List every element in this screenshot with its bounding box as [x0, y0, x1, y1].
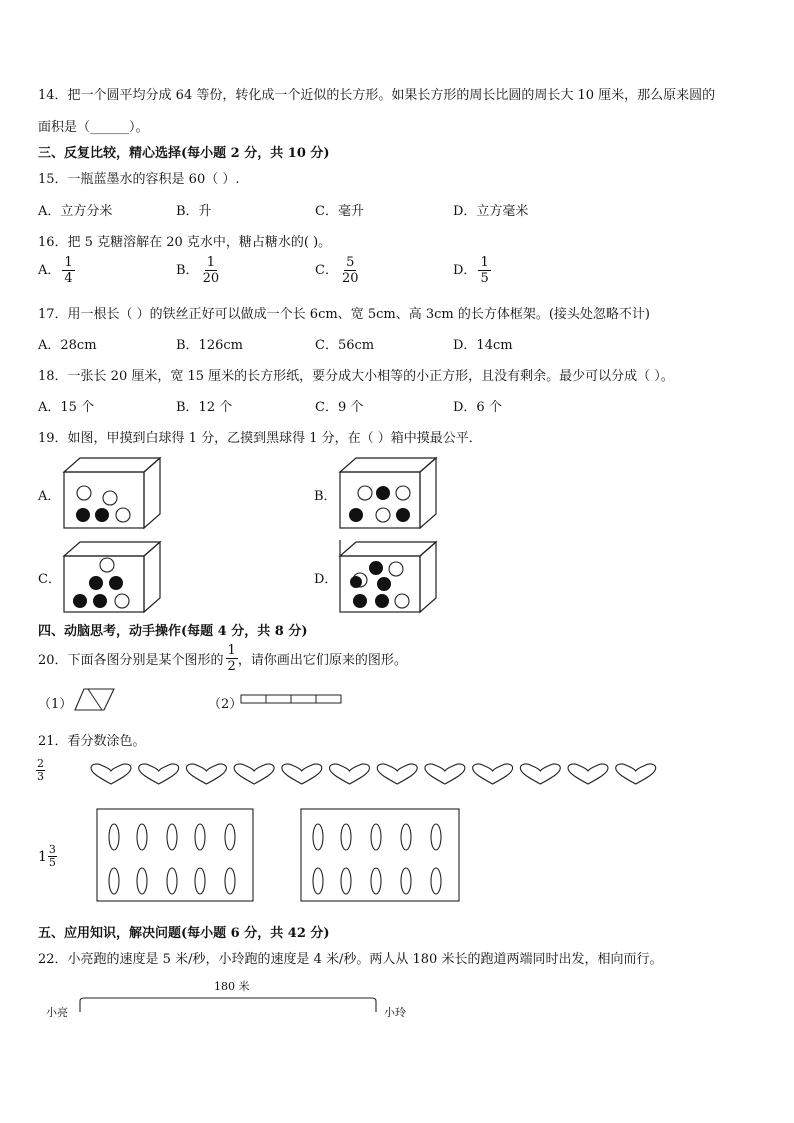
ovals-rectangle-1: [96, 808, 256, 904]
heart-shape: [91, 764, 131, 784]
section-3-title: 三、反复比较，精心选择(每小题 2 分，共 10 分): [38, 146, 330, 161]
strip-half-figure: [240, 694, 344, 706]
heart-shape: [425, 764, 465, 784]
question-16-stem: 16．把 5 克糖溶解在 20 克水中，糖占糖水的( )。: [38, 235, 332, 250]
heart-shape: [234, 764, 274, 784]
question-15-stem: 15．一瓶蓝墨水的容积是 60（ ）.: [38, 172, 240, 187]
mixed-fraction-one-three-fifths: 1 $\frac{3}{5}$: [38, 843, 56, 869]
heart-shape: [330, 764, 370, 784]
question-20-stem: 20．下面各图分别是某个图形的 $\frac{1}{2}$ ，请你画出它们原来的图形。: [38, 643, 407, 674]
heart-shape: [186, 764, 226, 784]
black-ball: [350, 576, 362, 588]
black-ball: [353, 594, 367, 608]
question-17-stem: 17．用一根长（ ）的铁丝正好可以做成一个长 6cm、宽 5cm、高 3cm 的长方体框架。(接头处忽略不计): [38, 307, 650, 322]
q16-option-c: C． $\frac{5}{20}$: [315, 255, 359, 286]
box-c: [62, 540, 162, 615]
white-ball: [376, 508, 390, 522]
q15-option-b: B．升: [176, 204, 212, 219]
heart-shape: [282, 764, 322, 784]
oval: [195, 824, 205, 850]
oval: [137, 868, 147, 894]
white-ball: [77, 486, 91, 500]
heart-shape: [568, 764, 608, 784]
oval: [109, 824, 119, 850]
left-runner-name: 小亮: [46, 1006, 68, 1019]
box-d: [338, 540, 438, 615]
white-ball: [115, 594, 129, 608]
white-ball: [395, 594, 409, 608]
q15-option-a: A．立方分米: [38, 204, 113, 219]
box-d-label: D．: [314, 572, 338, 587]
q16-option-d: D． $\frac{1}{5}$: [453, 255, 489, 286]
heart-shape: [520, 764, 560, 784]
q18-option-a: A．15 个: [38, 400, 95, 415]
q18-option-d: D．6 个: [453, 400, 502, 415]
track-brace: [78, 996, 380, 1016]
black-ball: [396, 508, 410, 522]
black-ball: [95, 508, 109, 522]
q20-part-1-label: （1）: [38, 697, 73, 712]
black-ball: [89, 576, 103, 590]
heart-shape: [377, 764, 417, 784]
oval: [225, 824, 235, 850]
q20-part-2-label: （2）: [208, 697, 243, 712]
oval: [167, 824, 177, 850]
oval: [401, 824, 411, 850]
white-ball: [389, 562, 403, 576]
question-14-line2: 面积是（______）。: [38, 120, 149, 135]
oval: [167, 868, 177, 894]
white-ball: [103, 491, 117, 505]
oval: [137, 824, 147, 850]
box-c-label: C．: [38, 572, 61, 587]
oval: [225, 868, 235, 894]
q18-option-c: C．9 个: [315, 400, 364, 415]
black-ball: [377, 577, 391, 591]
oval: [371, 868, 381, 894]
section-5-title: 五、应用知识，解决问题(每小题 6 分，共 42 分): [38, 926, 330, 941]
oval: [401, 868, 411, 894]
oval: [341, 824, 351, 850]
white-ball: [116, 508, 130, 522]
box-a: [62, 456, 162, 531]
oval: [431, 868, 441, 894]
fraction-two-thirds: $\frac{2}{3}$: [37, 757, 44, 783]
white-ball: [396, 486, 410, 500]
q18-option-b: B．12 个: [176, 400, 233, 415]
black-ball: [349, 508, 363, 522]
white-ball: [100, 558, 114, 572]
black-ball: [93, 594, 107, 608]
section-4-title: 四、动脑思考，动手操作(每题 4 分，共 8 分): [38, 624, 308, 639]
ovals-rectangle-2: [300, 808, 462, 904]
black-ball: [375, 594, 389, 608]
heart-shape: [616, 764, 656, 784]
right-runner-name: 小玲: [384, 1006, 406, 1019]
oval: [431, 824, 441, 850]
black-ball: [76, 508, 90, 522]
oval: [341, 868, 351, 894]
black-ball: [369, 561, 383, 575]
oval: [313, 868, 323, 894]
hearts-row: [90, 763, 670, 787]
box-a-label: A．: [38, 489, 61, 504]
black-ball: [109, 576, 123, 590]
q15-option-d: D．立方毫米: [453, 204, 529, 219]
parallelogram-half-figure: [74, 688, 116, 712]
oval: [109, 868, 119, 894]
question-14-line1: 14．把一个圆平均分成 64 等份，转化成一个近似的长方形。如果长方形的周长比圆的周长大 10 厘米，那么原来圆的: [38, 88, 716, 103]
q17-option-c: C．56cm: [315, 338, 375, 353]
box-b-label: B．: [314, 489, 337, 504]
heart-shape: [139, 764, 179, 784]
q16-option-b: B． $\frac{1}{20}$: [176, 255, 220, 286]
question-21-stem: 21．看分数涂色。: [38, 734, 146, 749]
question-18-stem: 18．一张长 20 厘米，宽 15 厘米的长方形纸，要分成大小相等的小正方形，且没有剩余。最少可以分成（ ）。: [38, 369, 674, 384]
white-ball: [358, 486, 372, 500]
q16-option-a: A． $\frac{1}{4}$: [38, 255, 73, 286]
question-19-stem: 19．如图，甲摸到白球得 1 分，乙摸到黑球得 1 分，在（ ）箱中摸最公平．: [38, 431, 482, 446]
q17-option-d: D．14cm: [453, 338, 513, 353]
oval: [195, 868, 205, 894]
heart-shape: [473, 764, 513, 784]
box-b: [338, 456, 438, 531]
black-ball: [376, 486, 390, 500]
q17-option-b: B．126cm: [176, 338, 243, 353]
q15-option-c: C．毫升: [315, 204, 364, 219]
question-22-stem: 22．小亮跑的速度是 5 米/秒，小玲跑的速度是 4 米/秒。两人从 180 米长的跑道两端同时出发，相向而行。: [38, 952, 663, 967]
q17-option-a: A．28cm: [38, 338, 97, 353]
oval: [313, 824, 323, 850]
oval: [371, 824, 381, 850]
black-ball: [73, 594, 87, 608]
track-distance-label: 180 米: [214, 980, 250, 993]
